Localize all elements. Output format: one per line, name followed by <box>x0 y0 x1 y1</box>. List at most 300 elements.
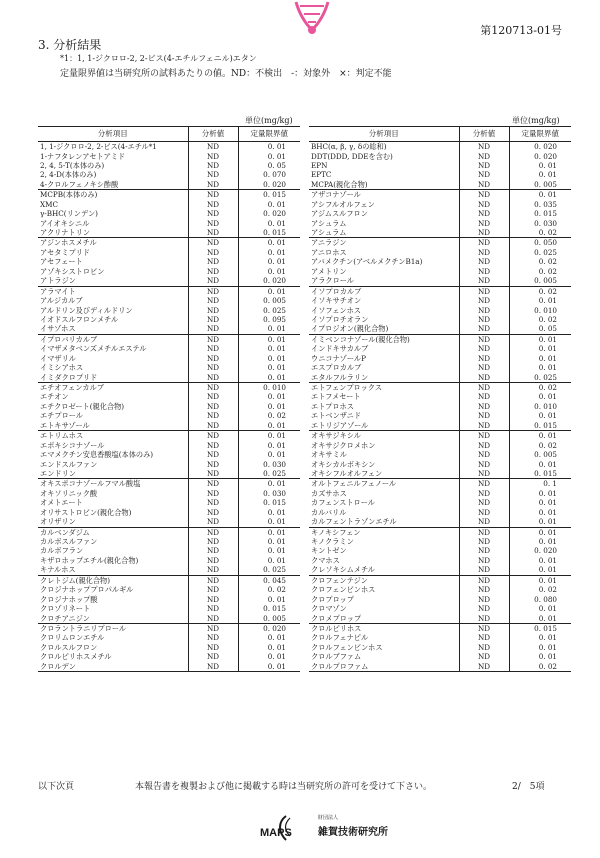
analysis-value: ND <box>188 537 238 546</box>
analysis-value: ND <box>188 508 238 517</box>
item-name: アルドリン及びディルドリン <box>40 305 133 315</box>
analysis-value: ND <box>188 556 238 565</box>
table-row <box>38 219 300 228</box>
item-name: エトプロホス <box>311 401 354 411</box>
table-row <box>309 652 571 661</box>
analysis-value: ND <box>459 257 509 266</box>
quantitation-limit: 0. 01 <box>509 334 571 344</box>
analysis-value: ND <box>188 546 238 555</box>
quantitation-limit: 0. 01 <box>509 613 571 623</box>
item-name: 1-ナフタレンアセトアミド <box>40 151 126 161</box>
item-name: 1, 1-ジクロロ-2, 2-ビス(4-エチル*1 <box>40 142 157 152</box>
table-row <box>38 392 300 401</box>
analysis-value: ND <box>459 334 509 344</box>
table-row <box>38 613 300 623</box>
analysis-value: ND <box>188 363 238 372</box>
analysis-value: ND <box>188 450 238 459</box>
analysis-value: ND <box>188 315 238 324</box>
table-row <box>309 633 571 642</box>
item-name: アゾキシストロビン <box>40 266 105 276</box>
quantitation-limit: 0. 005 <box>238 296 300 305</box>
table-row <box>38 643 300 652</box>
table-row <box>309 170 571 179</box>
item-name: クロルデン <box>38 662 188 672</box>
quantitation-limit: 0. 02 <box>509 585 571 594</box>
analysis-value: ND <box>188 151 238 160</box>
table-row <box>309 276 571 286</box>
quantitation-limit: 0. 005 <box>509 180 571 190</box>
item-name: クレソキシムメチル <box>311 565 375 575</box>
analysis-value: ND <box>459 623 509 633</box>
item-name: カルベンダジム <box>38 527 188 537</box>
quantitation-limit: 0. 01 <box>238 142 300 152</box>
analysis-value: ND <box>188 662 238 672</box>
column-header-limit: 定量限界値 <box>509 127 571 142</box>
table-row <box>309 450 571 459</box>
analysis-value: ND <box>459 633 509 642</box>
logo-text: MAPS <box>260 827 292 839</box>
quantitation-limit: 0. 01 <box>238 643 300 652</box>
quantitation-limit: 0. 025 <box>509 248 571 257</box>
item-name: クロルプロファム <box>309 662 459 672</box>
analysis-value: ND <box>459 517 509 527</box>
analysis-value: ND <box>188 170 238 179</box>
table-row <box>38 373 300 383</box>
item-name: MCPB(本体のみ) <box>38 190 188 200</box>
item-name: MCPA(親化合物) <box>311 179 368 189</box>
quantitation-limit: 0. 01 <box>509 652 571 661</box>
item-name: アニロホス <box>311 247 347 257</box>
quantitation-limit: 0. 035 <box>509 200 571 209</box>
table-row <box>38 324 300 334</box>
analysis-value: ND <box>459 209 509 218</box>
item-name: オキシフルオルフェン <box>311 468 383 478</box>
analysis-value: ND <box>188 489 238 498</box>
quantitation-limit: 0. 01 <box>509 556 571 565</box>
table-row <box>309 613 571 623</box>
table-row <box>38 315 300 324</box>
item-name: エンドスルファン <box>40 459 98 469</box>
analysis-value: ND <box>459 469 509 479</box>
table-row <box>38 305 300 314</box>
analysis-value: ND <box>459 286 509 296</box>
item-name: エマメクチン安息香酸塩(本体のみ) <box>40 450 154 460</box>
analysis-value: ND <box>459 382 509 392</box>
analysis-value: ND <box>188 238 238 248</box>
quantitation-limit: 0. 01 <box>238 354 300 363</box>
analysis-value: ND <box>459 344 509 353</box>
quantitation-limit: 0. 005 <box>509 276 571 286</box>
item-name: イソキサチオン <box>311 296 362 306</box>
item-name: アジムスルフロン <box>311 209 368 219</box>
item-name: BHC(α, β, γ, δの総和) <box>311 142 387 152</box>
analysis-value: ND <box>459 296 509 305</box>
quantitation-limit: 0. 080 <box>509 595 571 604</box>
table-row <box>309 180 571 190</box>
analysis-value: ND <box>188 286 238 296</box>
quantitation-limit: 0. 01 <box>238 373 300 383</box>
analysis-value: ND <box>459 431 509 441</box>
item-name: オルトフェニルフェノール <box>309 479 459 489</box>
table-row <box>309 324 571 334</box>
item-name: イミベンコナゾール(親化合物) <box>309 334 459 344</box>
quantitation-limit: 0. 030 <box>238 459 300 468</box>
analysis-value: ND <box>188 459 238 468</box>
item-name: アシュラム <box>311 218 347 228</box>
table-row <box>309 459 571 468</box>
table-row <box>38 276 300 286</box>
table-row <box>38 209 300 218</box>
quantitation-limit: 0. 020 <box>509 142 571 152</box>
item-name: オキサミル <box>311 450 347 460</box>
item-name: ウニコナゾールP <box>311 353 366 363</box>
analysis-value: ND <box>188 382 238 392</box>
quantitation-limit: 0. 01 <box>238 238 300 248</box>
item-name: アジンホスメチル <box>38 238 188 248</box>
table-row <box>309 556 571 565</box>
table-row <box>38 556 300 565</box>
quantitation-limit: 0. 01 <box>238 392 300 401</box>
item-name: エトフェンプロックス <box>309 382 459 392</box>
analysis-value: ND <box>188 575 238 585</box>
item-name: エポキシコナゾール <box>40 440 105 450</box>
analysis-value: ND <box>459 595 509 604</box>
continued-note: 以下次頁 <box>38 782 75 792</box>
analysis-value: ND <box>188 219 238 228</box>
analysis-value: ND <box>459 585 509 594</box>
table-row <box>309 209 571 218</box>
quantitation-limit: 0. 01 <box>509 354 571 363</box>
item-name: イサゾホス <box>40 324 76 334</box>
table-row <box>38 565 300 575</box>
org-name: 雑賀技術研究所 <box>318 827 388 838</box>
table-row <box>309 161 571 170</box>
table-row <box>309 595 571 604</box>
table-row <box>38 604 300 613</box>
analysis-value: ND <box>188 604 238 613</box>
item-name: EPTC <box>311 170 332 180</box>
item-name: オキシカルボキシン <box>311 459 376 469</box>
results-table-right <box>309 126 571 672</box>
table-row <box>309 190 571 200</box>
table-row <box>38 286 300 296</box>
table-row <box>309 286 571 296</box>
quantitation-limit: 0. 01 <box>238 652 300 661</box>
quantitation-limit: 0. 01 <box>238 421 300 431</box>
item-name: エスプロカルブ <box>311 363 362 373</box>
table-row <box>38 180 300 190</box>
item-name: エチオン <box>40 392 69 402</box>
table-row <box>38 489 300 498</box>
analysis-value: ND <box>188 633 238 642</box>
quantitation-limit: 0. 05 <box>509 324 571 334</box>
table-row <box>38 498 300 507</box>
table-row <box>38 382 300 392</box>
item-name: エトフメセート <box>311 392 361 402</box>
analysis-value: ND <box>188 517 238 527</box>
results-table-left <box>38 126 300 672</box>
quantitation-limit: 0. 01 <box>509 575 571 585</box>
table-row <box>309 537 571 546</box>
table-row <box>309 643 571 652</box>
item-name: クロルフェンビンホス <box>311 642 383 652</box>
quantitation-limit: 0. 01 <box>509 411 571 420</box>
quantitation-limit: 0. 01 <box>238 324 300 334</box>
analysis-value: ND <box>459 411 509 420</box>
analysis-value: ND <box>188 267 238 276</box>
quantitation-limit: 0. 02 <box>509 441 571 450</box>
column-header-item: 分析項目 <box>38 127 188 142</box>
page-indicator: 2/ 5項 <box>512 782 545 792</box>
table-row <box>38 200 300 209</box>
item-name: アザコナゾール <box>309 190 459 200</box>
quantitation-limit: 0. 01 <box>509 604 571 613</box>
table-row <box>38 411 300 420</box>
item-name: エタルフルラリン <box>311 372 369 382</box>
analysis-value: ND <box>459 565 509 575</box>
item-name: クレトジム(親化合物) <box>38 575 188 585</box>
analysis-value: ND <box>188 200 238 209</box>
analysis-value: ND <box>188 276 238 286</box>
analysis-value: ND <box>459 305 509 314</box>
item-name: クロルフェナピル <box>311 633 369 643</box>
quantitation-limit: 0. 01 <box>509 190 571 200</box>
quantitation-limit: 0. 010 <box>238 382 300 392</box>
quantitation-limit: 0. 01 <box>238 286 300 296</box>
quantitation-limit: 0. 015 <box>238 604 300 613</box>
item-name: γ-BHC(リンデン) <box>40 209 98 219</box>
item-name: インドキサカルブ <box>311 344 369 354</box>
quantitation-limit: 0. 095 <box>238 315 300 324</box>
table-row <box>309 489 571 498</box>
item-name: クロフェンテジン <box>309 575 459 585</box>
analysis-value: ND <box>188 469 238 479</box>
item-name: イミダクロプリド <box>40 372 98 382</box>
table-row <box>309 334 571 344</box>
item-name: アクリナトリン <box>40 228 90 238</box>
table-row <box>309 344 571 353</box>
quantitation-limit: 0. 015 <box>509 421 571 431</box>
analysis-value: ND <box>188 585 238 594</box>
analysis-value: ND <box>459 652 509 661</box>
analysis-value: ND <box>459 459 509 468</box>
table-row <box>38 431 300 441</box>
item-name: エチオフェンカルブ <box>38 382 188 392</box>
quantitation-limit: 0. 01 <box>509 508 571 517</box>
table-row <box>38 537 300 546</box>
quantitation-limit: 0. 02 <box>509 382 571 392</box>
table-row <box>38 652 300 661</box>
quantitation-limit: 0. 02 <box>509 315 571 324</box>
table-row <box>38 257 300 266</box>
quantitation-limit: 0. 01 <box>238 508 300 517</box>
analysis-value: ND <box>459 508 509 517</box>
table-row <box>309 238 571 248</box>
analysis-value: ND <box>459 238 509 248</box>
item-name: エトリムホス <box>38 431 188 441</box>
quantitation-limit: 0. 01 <box>238 431 300 441</box>
quantitation-limit: 0. 070 <box>238 170 300 179</box>
quantitation-limit: 0. 01 <box>238 200 300 209</box>
analysis-value: ND <box>188 305 238 314</box>
quantitation-limit: 0. 01 <box>238 151 300 160</box>
red-stamp-mark <box>290 0 334 36</box>
analysis-value: ND <box>459 161 509 170</box>
item-name: イマザリル <box>40 353 76 363</box>
table-row <box>309 662 571 672</box>
item-name: クロリムロンエチル <box>40 633 105 643</box>
item-name: 2, 4, 5-T(本体のみ) <box>40 160 105 170</box>
analysis-value: ND <box>459 575 509 585</box>
maps-logo <box>260 814 306 844</box>
analysis-value: ND <box>188 411 238 420</box>
item-name: アラマイト <box>38 286 188 296</box>
analysis-value: ND <box>459 276 509 286</box>
analysis-value: ND <box>459 546 509 555</box>
item-name: エトキサゾール <box>40 420 90 430</box>
analysis-value: ND <box>459 392 509 401</box>
item-name: イオドスルフロンメチル <box>40 314 119 324</box>
quantitation-limit: 0. 015 <box>238 190 300 200</box>
item-name: クロジナホッププロパルギル <box>40 585 134 595</box>
column-header-value: 分析値 <box>459 127 509 142</box>
item-name: クロマゾン <box>311 604 347 614</box>
analysis-value: ND <box>188 180 238 190</box>
analysis-value: ND <box>459 324 509 334</box>
item-name: アシュラム <box>311 228 347 238</box>
table-row <box>38 334 300 344</box>
quantitation-limit: 0. 01 <box>509 643 571 652</box>
quantitation-limit: 0. 01 <box>509 296 571 305</box>
quantitation-limit: 0. 02 <box>509 267 571 276</box>
quantitation-limit: 0. 01 <box>238 633 300 642</box>
item-name: アニラジン <box>309 238 459 248</box>
item-name: アバメクチン(アベルメクチンB1a) <box>311 257 423 267</box>
quantitation-limit: 0. 01 <box>509 392 571 401</box>
analysis-value: ND <box>459 604 509 613</box>
item-name: オキソリニック酸 <box>40 488 98 498</box>
table-row <box>38 450 300 459</box>
quantitation-limit: 0. 01 <box>509 170 571 179</box>
quantitation-limit: 0. 050 <box>509 238 571 248</box>
item-name: 4-クロルフェノキシ酢酸 <box>40 179 119 189</box>
table-row <box>309 219 571 228</box>
quantitation-limit: 0. 01 <box>238 257 300 266</box>
item-name: クマホス <box>311 555 340 565</box>
quantitation-limit: 0. 025 <box>238 305 300 314</box>
table-row <box>309 151 571 160</box>
quantitation-limit: 0. 020 <box>238 209 300 218</box>
table-row <box>38 267 300 276</box>
analysis-value: ND <box>459 441 509 450</box>
analysis-value: ND <box>459 489 509 498</box>
table-row <box>38 623 300 633</box>
quantitation-limit: 0. 020 <box>509 546 571 555</box>
report-number: 第120713-01号 <box>480 24 562 37</box>
analysis-value: ND <box>459 315 509 324</box>
analysis-value: ND <box>188 623 238 633</box>
item-name: イソフェンホス <box>311 305 361 315</box>
analysis-value: ND <box>188 527 238 537</box>
analysis-value: ND <box>188 161 238 170</box>
table-row <box>309 200 571 209</box>
section-title: 3. 分析結果 <box>38 38 102 52</box>
table-row <box>38 662 300 672</box>
analysis-value: ND <box>459 190 509 200</box>
item-name: オキスポコナゾールフマル酸塩 <box>38 479 188 489</box>
table-row <box>38 248 300 257</box>
item-name: アセタミプリド <box>40 247 90 257</box>
item-name: イソプロチオラン <box>311 314 369 324</box>
analysis-value: ND <box>459 527 509 537</box>
footnote-compound: *1：1, 1-ジクロロ-2, 2-ビス(4-エチルフェニル)エタン <box>60 54 257 63</box>
item-name: アメトリン <box>311 266 347 276</box>
analysis-value: ND <box>459 142 509 152</box>
table-row <box>38 296 300 305</box>
quantitation-limit: 0. 05 <box>238 161 300 170</box>
quantitation-limit: 0. 015 <box>238 498 300 507</box>
table-row <box>309 604 571 613</box>
quantitation-limit: 0. 01 <box>509 344 571 353</box>
analysis-value: ND <box>459 556 509 565</box>
quantitation-limit: 0. 025 <box>509 373 571 383</box>
table-row <box>38 469 300 479</box>
table-row <box>38 527 300 537</box>
analysis-value: ND <box>459 363 509 372</box>
table-row <box>38 633 300 642</box>
quantitation-limit: 0. 015 <box>509 623 571 633</box>
quantitation-limit: 0. 01 <box>238 595 300 604</box>
table-row <box>309 498 571 507</box>
item-name: EPN <box>311 160 328 170</box>
table-row <box>38 190 300 200</box>
table-row <box>309 431 571 441</box>
table-row <box>309 267 571 276</box>
quantitation-limit: 0. 01 <box>509 498 571 507</box>
item-name: アセフェート <box>40 257 83 267</box>
quantitation-limit: 0. 01 <box>509 517 571 527</box>
item-name: アイオキシニル <box>40 218 90 228</box>
table-row <box>38 238 300 248</box>
item-name: 2, 4-D(本体のみ) <box>40 170 97 180</box>
table-row <box>309 363 571 372</box>
quantitation-limit: 0. 015 <box>509 469 571 479</box>
item-name: カルバリル <box>311 507 347 517</box>
table-row <box>309 469 571 479</box>
quantitation-limit: 0. 01 <box>509 363 571 372</box>
table-row <box>38 151 300 160</box>
table-row <box>38 459 300 468</box>
unit-label-left: 単位(mg/kg) <box>245 116 293 125</box>
quantitation-limit: 0. 005 <box>238 613 300 623</box>
quantitation-limit: 0. 01 <box>509 459 571 468</box>
copyright-notice: 本報告書を複製および他に掲載する時は当研究所の許可を受けて下さい。 <box>135 782 433 792</box>
table-row <box>309 575 571 585</box>
item-name: オリサストロビン(親化合物) <box>40 507 132 517</box>
analysis-value: ND <box>459 537 509 546</box>
table-row <box>38 161 300 170</box>
table-row <box>38 344 300 353</box>
table-row <box>38 508 300 517</box>
item-name: イミシアホス <box>40 363 84 373</box>
analysis-value: ND <box>459 354 509 363</box>
analysis-value: ND <box>459 373 509 383</box>
analysis-value: ND <box>188 228 238 238</box>
quantitation-limit: 0. 01 <box>238 556 300 565</box>
quantitation-limit: 0. 01 <box>238 479 300 489</box>
item-name: エトベンザニド <box>311 411 362 421</box>
column-header-value: 分析値 <box>188 127 238 142</box>
